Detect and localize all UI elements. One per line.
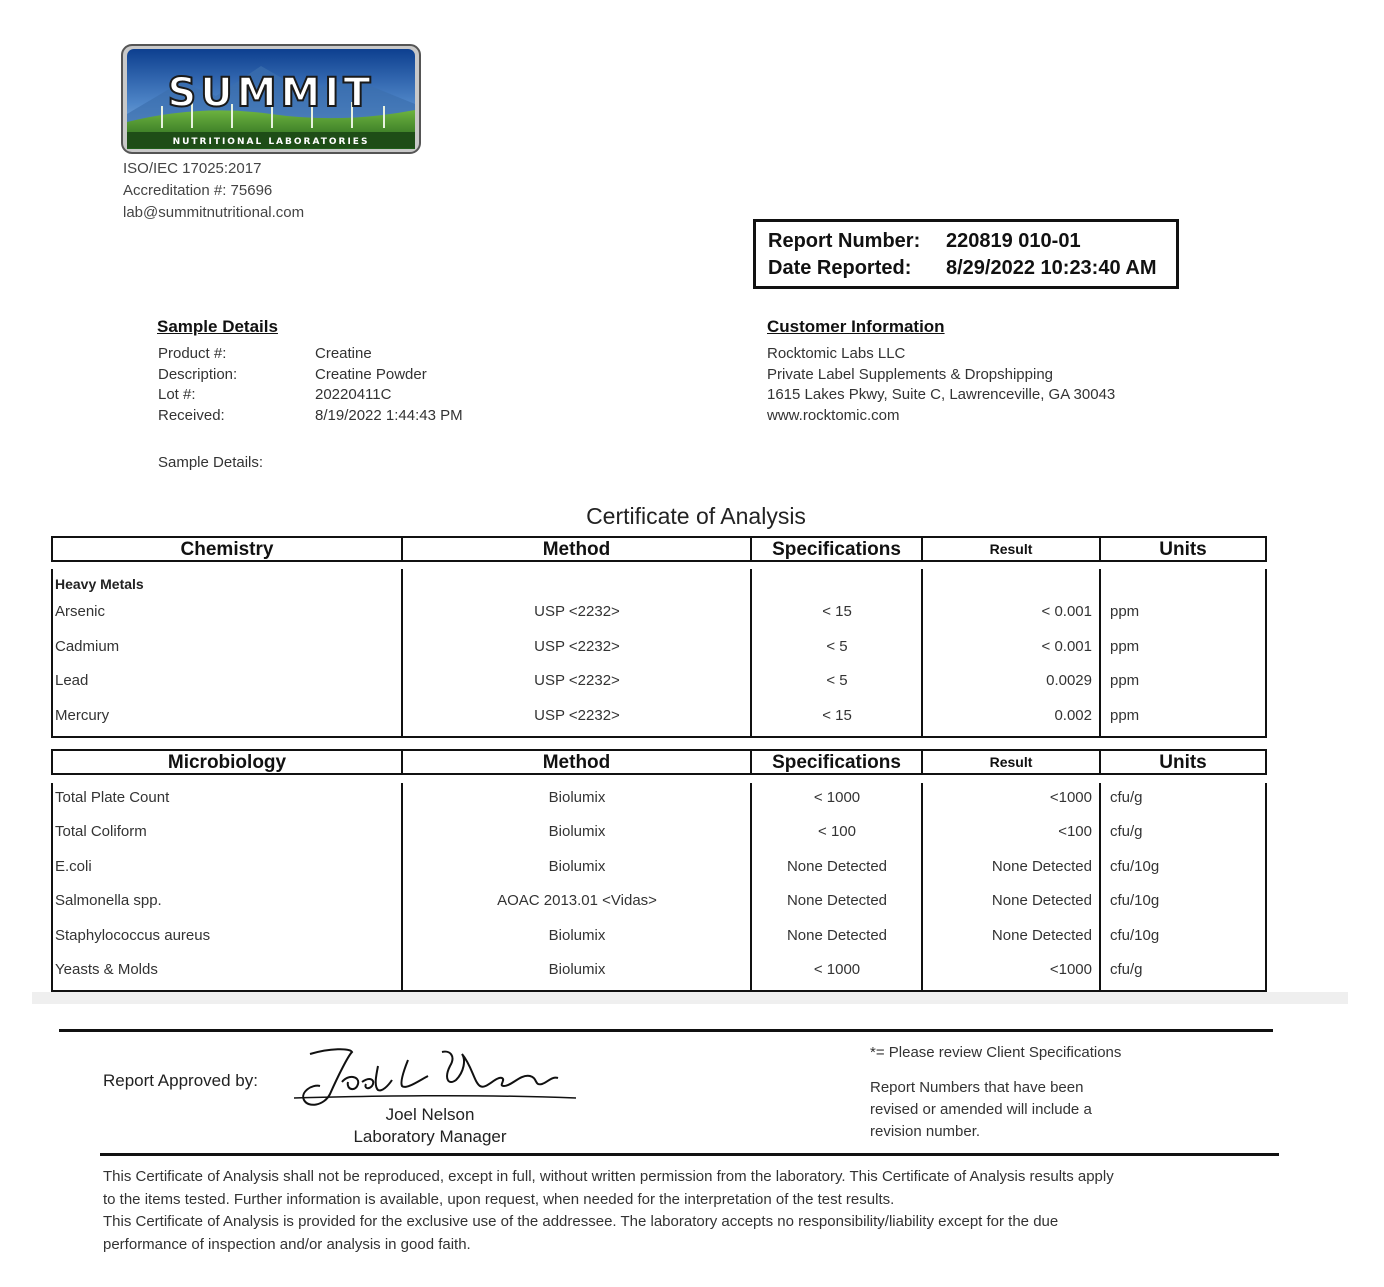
test-name: Salmonella spp. <box>55 892 162 909</box>
accreditation-number: Accreditation #: 75696 <box>123 182 273 199</box>
certificate-title: Certificate of Analysis <box>586 503 806 529</box>
test-method: Biolumix <box>548 961 606 978</box>
test-result: <1000 <box>1049 961 1092 978</box>
test-result: <100 <box>1058 823 1092 840</box>
customer-info-heading: Customer Information <box>767 317 945 336</box>
sample-row: Lot #: 20220411C <box>158 386 392 403</box>
analyte-units: ppm <box>1110 707 1140 724</box>
test-spec: None Detected <box>786 858 888 875</box>
client-specs-note: *= Please review Client Specifications <box>870 1044 1122 1061</box>
report-number-value: 220819 010-01 <box>946 230 1081 252</box>
page-band <box>32 992 1348 1004</box>
analyte-spec: < 5 <box>826 638 848 655</box>
test-result: None Detected <box>991 858 1092 875</box>
analyte-result: < 0.001 <box>1041 603 1092 620</box>
sample-details-label: Sample Details: <box>158 454 264 471</box>
customer-line: 1615 Lakes Pkwy, Suite C, Lawrenceville, GA 30043 <box>767 386 1116 403</box>
test-name: Yeasts & Molds <box>55 961 158 978</box>
logo-text: SUMMIT <box>167 70 375 116</box>
test-spec: None Detected <box>786 927 888 944</box>
analyte-units: ppm <box>1110 603 1140 620</box>
analyte-spec: < 5 <box>826 672 848 689</box>
logo-subtext: NUTRITIONAL LABORATORIES <box>172 137 370 147</box>
analyte-result: < 0.001 <box>1041 638 1092 655</box>
test-spec: < 100 <box>818 823 856 840</box>
customer-line: www.rocktomic.com <box>767 406 900 424</box>
analyte-method: USP <2232> <box>534 603 620 620</box>
lab-email: lab@summitnutritional.com <box>123 204 305 221</box>
revision-note: Report Numbers that have been revised or amended will include a revision number. <box>870 1079 1092 1140</box>
test-name: E.coli <box>55 858 92 875</box>
test-method: AOAC 2013.01 <Vidas> <box>497 892 657 909</box>
method-header: Method <box>401 536 752 562</box>
column-divider <box>1099 783 1101 992</box>
sample-row: Description: Creatine Powder <box>158 365 427 383</box>
test-spec: < 1000 <box>813 961 861 978</box>
analyte-name: Mercury <box>55 707 110 724</box>
disclaimer: This Certificate of Analysis shall not be reproduced, except in full, without written permission from the laboratory. This Certificate of Analysis results apply to the items tested. Further information is available, upon request, when needed for the interpretation of the test results. This Certificate of Analysis is provided for the exclusive use of the addressee. The laboratory accepts no responsibility/liability except for the due performance of inspection and/or analysis in good faith. <box>103 1168 1114 1253</box>
signature <box>290 1046 580 1112</box>
test-result: None Detected <box>991 892 1092 909</box>
analyte-units: ppm <box>1110 638 1140 655</box>
specifications-header: Specifications <box>750 536 923 562</box>
date-reported-label: Date Reported: <box>768 257 912 279</box>
test-units: cfu/10g <box>1110 858 1160 875</box>
signature-text <box>0 0 1 1</box>
test-units: cfu/g <box>1110 823 1143 840</box>
date-reported-row <box>768 257 1157 280</box>
analyte-units: ppm <box>1110 672 1140 689</box>
sample-details-heading: Sample Details <box>157 317 278 336</box>
units-header: Units <box>1099 536 1267 562</box>
test-units: cfu/10g <box>1110 927 1160 944</box>
analyte-result: 0.0029 <box>1046 672 1092 689</box>
analyte-spec: < 15 <box>822 707 852 724</box>
test-units: cfu/g <box>1110 789 1143 806</box>
approver-title: Laboratory Manager <box>353 1127 507 1146</box>
disclaimer-divider <box>100 1153 1279 1156</box>
sample-details-list <box>158 344 463 426</box>
test-result: None Detected <box>991 927 1092 944</box>
test-spec: < 1000 <box>813 789 861 806</box>
analyte-name: Cadmium <box>55 638 120 655</box>
analyte-method: USP <2232> <box>534 672 620 689</box>
chemistry-header: Chemistry <box>51 536 403 562</box>
test-spec: None Detected <box>786 892 888 909</box>
customer-line: Private Label Supplements & Dropshipping <box>767 365 1054 383</box>
column-divider <box>1099 569 1101 738</box>
microbiology-header: Microbiology <box>51 749 403 775</box>
analyte-name: Lead <box>55 672 89 689</box>
analyte-method: USP <2232> <box>534 638 620 655</box>
specifications-header: Specifications <box>750 749 923 775</box>
sample-row: Product #: Creatine <box>158 345 372 362</box>
test-method: Biolumix <box>548 789 606 806</box>
approved-by-label: Report Approved by: <box>103 1071 258 1090</box>
approver-name: Joel Nelson <box>385 1105 475 1124</box>
test-name: Total Coliform <box>55 823 147 840</box>
customer-line: Rocktomic Labs LLC <box>767 345 906 362</box>
iso-standard: ISO/IEC 17025:2017 <box>123 160 262 177</box>
test-result: <1000 <box>1049 789 1092 806</box>
test-method: Biolumix <box>548 823 606 840</box>
date-reported-value: 8/29/2022 10:23:40 AM <box>946 257 1157 279</box>
analyte-result: 0.002 <box>1054 707 1092 724</box>
method-header: Method <box>401 749 752 775</box>
test-name: Staphylococcus aureus <box>55 927 211 944</box>
customer-info-list <box>767 344 1115 426</box>
analyte-spec: < 15 <box>822 603 852 620</box>
sample-row: Received: 8/19/2022 1:44:43 PM <box>158 406 463 424</box>
units-header: Units <box>1099 749 1267 775</box>
result-header: Result <box>921 536 1101 562</box>
analyte-name: Arsenic <box>55 603 106 620</box>
test-method: Biolumix <box>548 927 606 944</box>
test-name: Total Plate Count <box>55 789 170 806</box>
result-header: Result <box>921 749 1101 775</box>
analyte-method: USP <2232> <box>534 707 620 724</box>
summit-logo <box>121 44 421 154</box>
test-units: cfu/10g <box>1110 892 1160 909</box>
report-info-box <box>753 219 1179 289</box>
heavy-metals-group: Heavy Metals <box>55 576 144 592</box>
test-method: Biolumix <box>548 858 606 875</box>
test-units: cfu/g <box>1110 961 1143 978</box>
footer-divider <box>59 1029 1273 1032</box>
report-number-label: Report Number: <box>768 230 921 252</box>
report-number-row <box>768 230 1081 253</box>
